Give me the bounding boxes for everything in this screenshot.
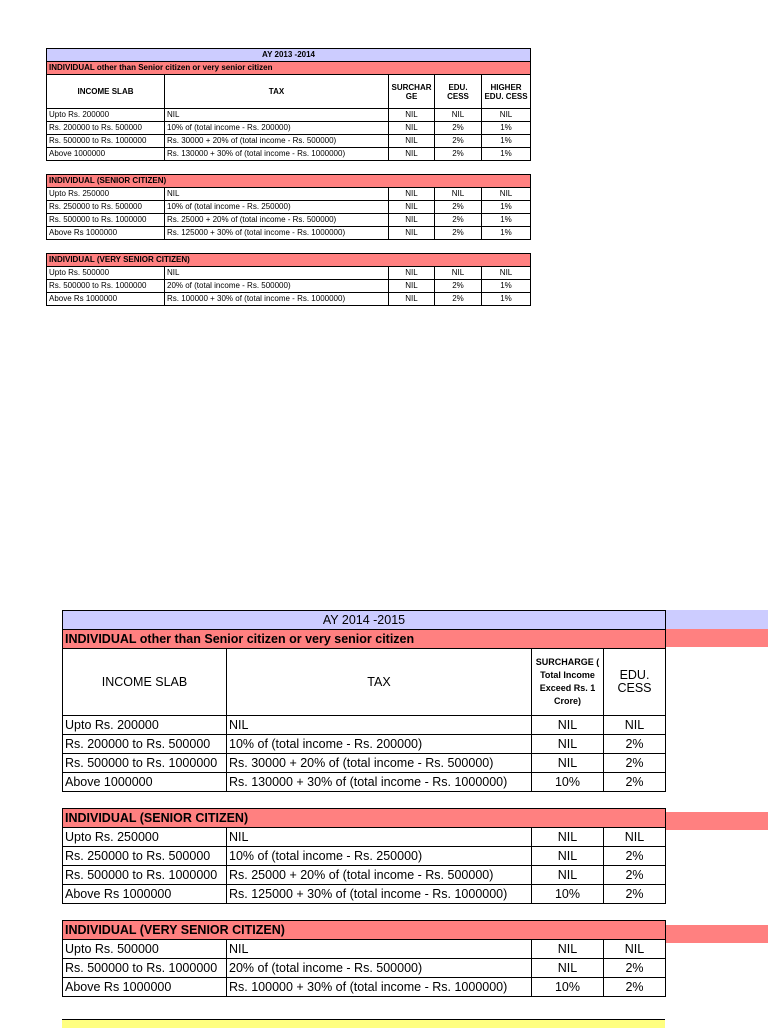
tax-cell: Rs. 100000 + 30% of (total income - Rs. 1000000) bbox=[165, 293, 389, 306]
surcharge-cell: NIL bbox=[532, 828, 604, 847]
table-row bbox=[47, 280, 531, 293]
slab-cell: Upto Rs. 200000 bbox=[47, 109, 165, 122]
slab-cell: Rs. 250000 to Rs. 500000 bbox=[47, 201, 165, 214]
surcharge-cell: NIL bbox=[389, 122, 435, 135]
tax-cell: NIL bbox=[165, 267, 389, 280]
edu-cess-cell: 2% bbox=[435, 214, 482, 227]
edu-cess-cell: 2% bbox=[604, 735, 666, 754]
edu-cess-cell: 2% bbox=[435, 227, 482, 240]
edu-cess-cell: NIL bbox=[604, 716, 666, 735]
surcharge-cell: NIL bbox=[389, 135, 435, 148]
header-surcharge: SURCHAR GE bbox=[389, 75, 435, 109]
edu-cess-cell: NIL bbox=[604, 940, 666, 959]
slab-cell: Upto Rs. 500000 bbox=[47, 267, 165, 280]
surcharge-cell: NIL bbox=[389, 267, 435, 280]
category-fill-extension bbox=[665, 812, 768, 830]
tax-cell: 20% of (total income - Rs. 500000) bbox=[227, 959, 532, 978]
surcharge-cell: NIL bbox=[389, 188, 435, 201]
category-fill-extension bbox=[665, 629, 768, 647]
table-row bbox=[47, 201, 531, 214]
slab-cell: Above Rs 1000000 bbox=[47, 227, 165, 240]
higher-edu-cess-cell: 1% bbox=[482, 135, 531, 148]
ay-title: AY 2013 -2014 bbox=[47, 49, 531, 62]
category-senior: INDIVIDUAL (SENIOR CITIZEN) bbox=[63, 809, 666, 828]
table-row bbox=[47, 214, 531, 227]
spacer-row bbox=[47, 240, 531, 254]
tax-cell: NIL bbox=[165, 188, 389, 201]
table-row bbox=[63, 716, 666, 735]
slab-cell: Rs. 500000 to Rs. 1000000 bbox=[63, 866, 227, 885]
edu-cess-cell: 2% bbox=[604, 978, 666, 997]
tax-cell: Rs. 125000 + 30% of (total income - Rs. 1000000) bbox=[165, 227, 389, 240]
header-surcharge: SURCHARGE ( Total Income Exceed Rs. 1 Crore) bbox=[532, 649, 604, 716]
slab-cell: Rs. 500000 to Rs. 1000000 bbox=[47, 280, 165, 293]
header-edu-cess: EDU. CESS bbox=[604, 649, 666, 716]
higher-edu-cess-cell: 1% bbox=[482, 227, 531, 240]
table-row bbox=[63, 959, 666, 978]
slab-cell: Above Rs 1000000 bbox=[47, 293, 165, 306]
slab-cell: Rs. 500000 to Rs. 1000000 bbox=[47, 214, 165, 227]
higher-edu-cess-cell: 1% bbox=[482, 214, 531, 227]
spacer-row bbox=[63, 792, 666, 809]
table-row bbox=[47, 109, 531, 122]
slab-cell: Upto Rs. 250000 bbox=[63, 828, 227, 847]
table-row bbox=[63, 773, 666, 792]
tax-cell: 20% of (total income - Rs. 500000) bbox=[165, 280, 389, 293]
tax-table-ay-2013-2014 bbox=[46, 48, 531, 306]
surcharge-cell: NIL bbox=[532, 959, 604, 978]
slab-cell: Rs. 500000 to Rs. 1000000 bbox=[63, 754, 227, 773]
higher-edu-cess-cell: 1% bbox=[482, 122, 531, 135]
surcharge-cell: NIL bbox=[532, 735, 604, 754]
edu-cess-cell: 2% bbox=[604, 773, 666, 792]
surcharge-cell: NIL bbox=[389, 280, 435, 293]
surcharge-cell: NIL bbox=[532, 716, 604, 735]
category-fill-extension bbox=[665, 925, 768, 943]
higher-edu-cess-cell: 1% bbox=[482, 293, 531, 306]
table-row bbox=[63, 866, 666, 885]
slab-cell: Above 1000000 bbox=[47, 148, 165, 161]
tax-cell: Rs. 30000 + 20% of (total income - Rs. 500000) bbox=[227, 754, 532, 773]
higher-edu-cess-cell: NIL bbox=[482, 188, 531, 201]
table-row bbox=[63, 754, 666, 773]
table-row bbox=[47, 122, 531, 135]
surcharge-cell: NIL bbox=[389, 227, 435, 240]
edu-cess-cell: 2% bbox=[604, 754, 666, 773]
table-row bbox=[47, 188, 531, 201]
surcharge-cell: NIL bbox=[389, 201, 435, 214]
tax-cell: NIL bbox=[227, 828, 532, 847]
surcharge-cell: NIL bbox=[532, 866, 604, 885]
edu-cess-cell: 2% bbox=[435, 122, 482, 135]
spacer-row bbox=[47, 161, 531, 175]
surcharge-cell: NIL bbox=[532, 847, 604, 866]
slab-cell: Rs. 500000 to Rs. 1000000 bbox=[47, 135, 165, 148]
table-row bbox=[47, 267, 531, 280]
category-very-senior: INDIVIDUAL (VERY SENIOR CITIZEN) bbox=[63, 921, 666, 940]
surcharge-cell: 10% bbox=[532, 978, 604, 997]
header-income-slab: INCOME SLAB bbox=[63, 649, 227, 716]
surcharge-cell: NIL bbox=[389, 293, 435, 306]
tax-cell: NIL bbox=[227, 940, 532, 959]
edu-cess-cell: NIL bbox=[604, 828, 666, 847]
edu-cess-cell: NIL bbox=[435, 109, 482, 122]
edu-cess-cell: NIL bbox=[435, 267, 482, 280]
spacer-row bbox=[63, 904, 666, 921]
header-higher-edu-cess: HIGHER EDU. CESS bbox=[482, 75, 531, 109]
edu-cess-cell: 2% bbox=[435, 293, 482, 306]
tax-cell: Rs. 125000 + 30% of (total income - Rs. 1000000) bbox=[227, 885, 532, 904]
higher-edu-cess-cell: 1% bbox=[482, 148, 531, 161]
edu-cess-cell: 2% bbox=[435, 148, 482, 161]
edu-cess-cell: 2% bbox=[435, 201, 482, 214]
table-row bbox=[63, 885, 666, 904]
slab-cell: Rs. 500000 to Rs. 1000000 bbox=[63, 959, 227, 978]
higher-edu-cess-cell: NIL bbox=[482, 267, 531, 280]
table-row bbox=[63, 847, 666, 866]
surcharge-cell: 10% bbox=[532, 773, 604, 792]
slab-cell: Rs. 250000 to Rs. 500000 bbox=[63, 847, 227, 866]
edu-cess-cell: 2% bbox=[604, 847, 666, 866]
tax-cell: NIL bbox=[165, 109, 389, 122]
header-tax: TAX bbox=[227, 649, 532, 716]
table-row bbox=[63, 940, 666, 959]
slab-cell: Upto Rs. 500000 bbox=[63, 940, 227, 959]
tax-cell: Rs. 25000 + 20% of (total income - Rs. 500000) bbox=[165, 214, 389, 227]
surcharge-cell: NIL bbox=[389, 214, 435, 227]
category-senior: INDIVIDUAL (SENIOR CITIZEN) bbox=[47, 175, 531, 188]
slab-cell: Upto Rs. 250000 bbox=[47, 188, 165, 201]
category-general: INDIVIDUAL other than Senior citizen or very senior citizen bbox=[63, 630, 666, 649]
table-row bbox=[47, 227, 531, 240]
tax-cell: Rs. 130000 + 30% of (total income - Rs. 1000000) bbox=[165, 148, 389, 161]
table-row bbox=[47, 148, 531, 161]
tax-cell: 10% of (total income - Rs. 250000) bbox=[227, 847, 532, 866]
category-very-senior: INDIVIDUAL (VERY SENIOR CITIZEN) bbox=[47, 254, 531, 267]
slab-cell: Above Rs 1000000 bbox=[63, 978, 227, 997]
edu-cess-cell: 2% bbox=[604, 866, 666, 885]
tax-cell: Rs. 100000 + 30% of (total income - Rs. 1000000) bbox=[227, 978, 532, 997]
header-edu-cess: EDU. CESS bbox=[435, 75, 482, 109]
tax-cell: Rs. 130000 + 30% of (total income - Rs. 1000000) bbox=[227, 773, 532, 792]
surcharge-cell: NIL bbox=[389, 148, 435, 161]
edu-cess-cell: 2% bbox=[435, 135, 482, 148]
tax-cell: NIL bbox=[227, 716, 532, 735]
tax-table-ay-2014-2015 bbox=[62, 610, 666, 997]
table-row bbox=[47, 293, 531, 306]
surcharge-cell: NIL bbox=[532, 754, 604, 773]
surcharge-cell: NIL bbox=[389, 109, 435, 122]
edu-cess-cell: 2% bbox=[435, 280, 482, 293]
surcharge-cell: 10% bbox=[532, 885, 604, 904]
slab-cell: Above 1000000 bbox=[63, 773, 227, 792]
table-row bbox=[63, 828, 666, 847]
slab-cell: Rs. 200000 to Rs. 500000 bbox=[63, 735, 227, 754]
header-income-slab: INCOME SLAB bbox=[47, 75, 165, 109]
edu-cess-cell: 2% bbox=[604, 959, 666, 978]
tax-cell: Rs. 30000 + 20% of (total income - Rs. 500000) bbox=[165, 135, 389, 148]
tax-cell: 10% of (total income - Rs. 250000) bbox=[165, 201, 389, 214]
tax-cell: 10% of (total income - Rs. 200000) bbox=[227, 735, 532, 754]
header-tax: TAX bbox=[165, 75, 389, 109]
ay-title: AY 2014 -2015 bbox=[63, 611, 666, 630]
table-row bbox=[63, 735, 666, 754]
edu-cess-cell: NIL bbox=[435, 188, 482, 201]
surcharge-cell: NIL bbox=[532, 940, 604, 959]
ay-header-fill-extension bbox=[665, 610, 768, 629]
higher-edu-cess-cell: 1% bbox=[482, 280, 531, 293]
higher-edu-cess-cell: NIL bbox=[482, 109, 531, 122]
slab-cell: Upto Rs. 200000 bbox=[63, 716, 227, 735]
tax-cell: 10% of (total income - Rs. 200000) bbox=[165, 122, 389, 135]
category-general: INDIVIDUAL other than Senior citizen or very senior citizen bbox=[47, 62, 531, 75]
edu-cess-cell: 2% bbox=[604, 885, 666, 904]
higher-edu-cess-cell: 1% bbox=[482, 201, 531, 214]
table-row bbox=[47, 135, 531, 148]
tax-cell: Rs. 25000 + 20% of (total income - Rs. 500000) bbox=[227, 866, 532, 885]
table-row bbox=[63, 978, 666, 997]
slab-cell: Above Rs 1000000 bbox=[63, 885, 227, 904]
slab-cell: Rs. 200000 to Rs. 500000 bbox=[47, 122, 165, 135]
